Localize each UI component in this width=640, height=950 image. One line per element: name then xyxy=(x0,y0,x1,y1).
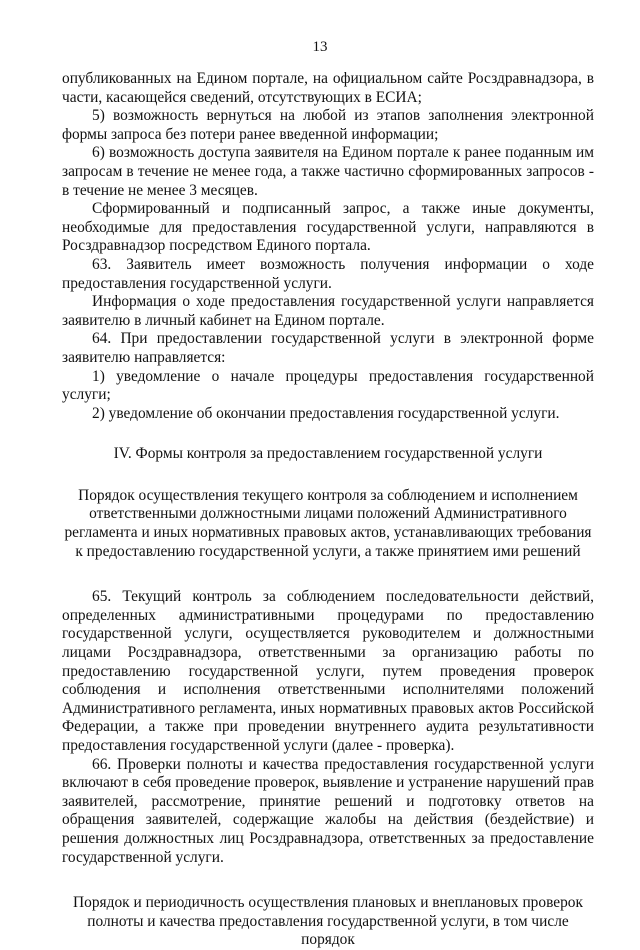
paragraph-63: 63. Заявитель имеет возможность получения информации о ходе предоставления государственной услуги. xyxy=(62,255,594,292)
section-heading: IV. Формы контроля за предоставлением государственной услуги xyxy=(113,445,543,463)
paragraph-progress-info: Информация о ходе предоставления государственной услуги направляется заявителю в личный кабинет на Едином портале. xyxy=(62,293,594,329)
paragraph-66: 66. Проверки полноты и качества предоставления государственной услуги включают в себя проведение проверок, выявление и устранение нарушений прав заявителей, рассмотрение, принятие решений и подготовку ответов на обращения заявителей, содержащие жалобы на действия (бездействие) и решения должностных лиц Росздравнадзора, ответственных за предоставление государственной услуги. xyxy=(62,755,594,866)
document-body xyxy=(62,70,594,950)
subheading-current-control: Порядок осуществления текущего контроля за соблюдением и исполнением ответственными должностными лицами положений Административного регламента и иных нормативных правовых актов, устанавливающих требования к предоставлению государственной услуги, а также принятием ими решений xyxy=(64,486,592,560)
subheading-inspections: Порядок и периодичность осуществления плановых и внеплановых проверок полноты и качества предоставления государственной услуги, в том числе порядок xyxy=(73,894,583,949)
page-number: 13 xyxy=(312,39,328,55)
paragraph-notification-1: 1) уведомление о начале процедуры предоставления государственной услуги; xyxy=(62,367,594,404)
paragraph-64: 64. При предоставлении государственной услуги в электронной форме заявителю направляется: xyxy=(62,330,594,366)
paragraph-submission: Сформированный и подписанный запрос, а также иные документы, необходимые для предоставления государственной услуги, направляются в Росздравнадзор посредством Единого портала. xyxy=(62,200,594,255)
paragraph-item-5: 5) возможность вернуться на любой из этапов заполнения электронной формы запроса без потери ранее введенной информации; xyxy=(62,107,594,143)
paragraph-65: 65. Текущий контроль за соблюдением последовательности действий, определенных административными процедурами по предоставлению государственной услуги, осуществляется руководителем и должностными лицами Росздравнадзора, ответственными за организацию работы по предоставлению государственной услуги, путем проведения проверок соблюдения и исполнения ответственными исполнителями положений Административного регламента, иных нормативных правовых актов Российской Федерации, а также при проведении внутреннего аудита результативности предоставления государственной услуги (далее - проверка). xyxy=(62,588,594,754)
paragraph-notification-2: 2) уведомление об окончании предоставления государственной услуги. xyxy=(92,404,560,422)
paragraph-item-6: 6) возможность доступа заявителя на Едином портале к ранее поданным им запросам в течение не менее года, а также частично сформированных запросов - в течение не менее 3 месяцев. xyxy=(62,144,594,199)
paragraph-continuation: опубликованных на Едином портале, на официальном сайте Росздравнадзора, в части, касающейся сведений, отсутствующих в ЕСИА; xyxy=(62,70,594,106)
